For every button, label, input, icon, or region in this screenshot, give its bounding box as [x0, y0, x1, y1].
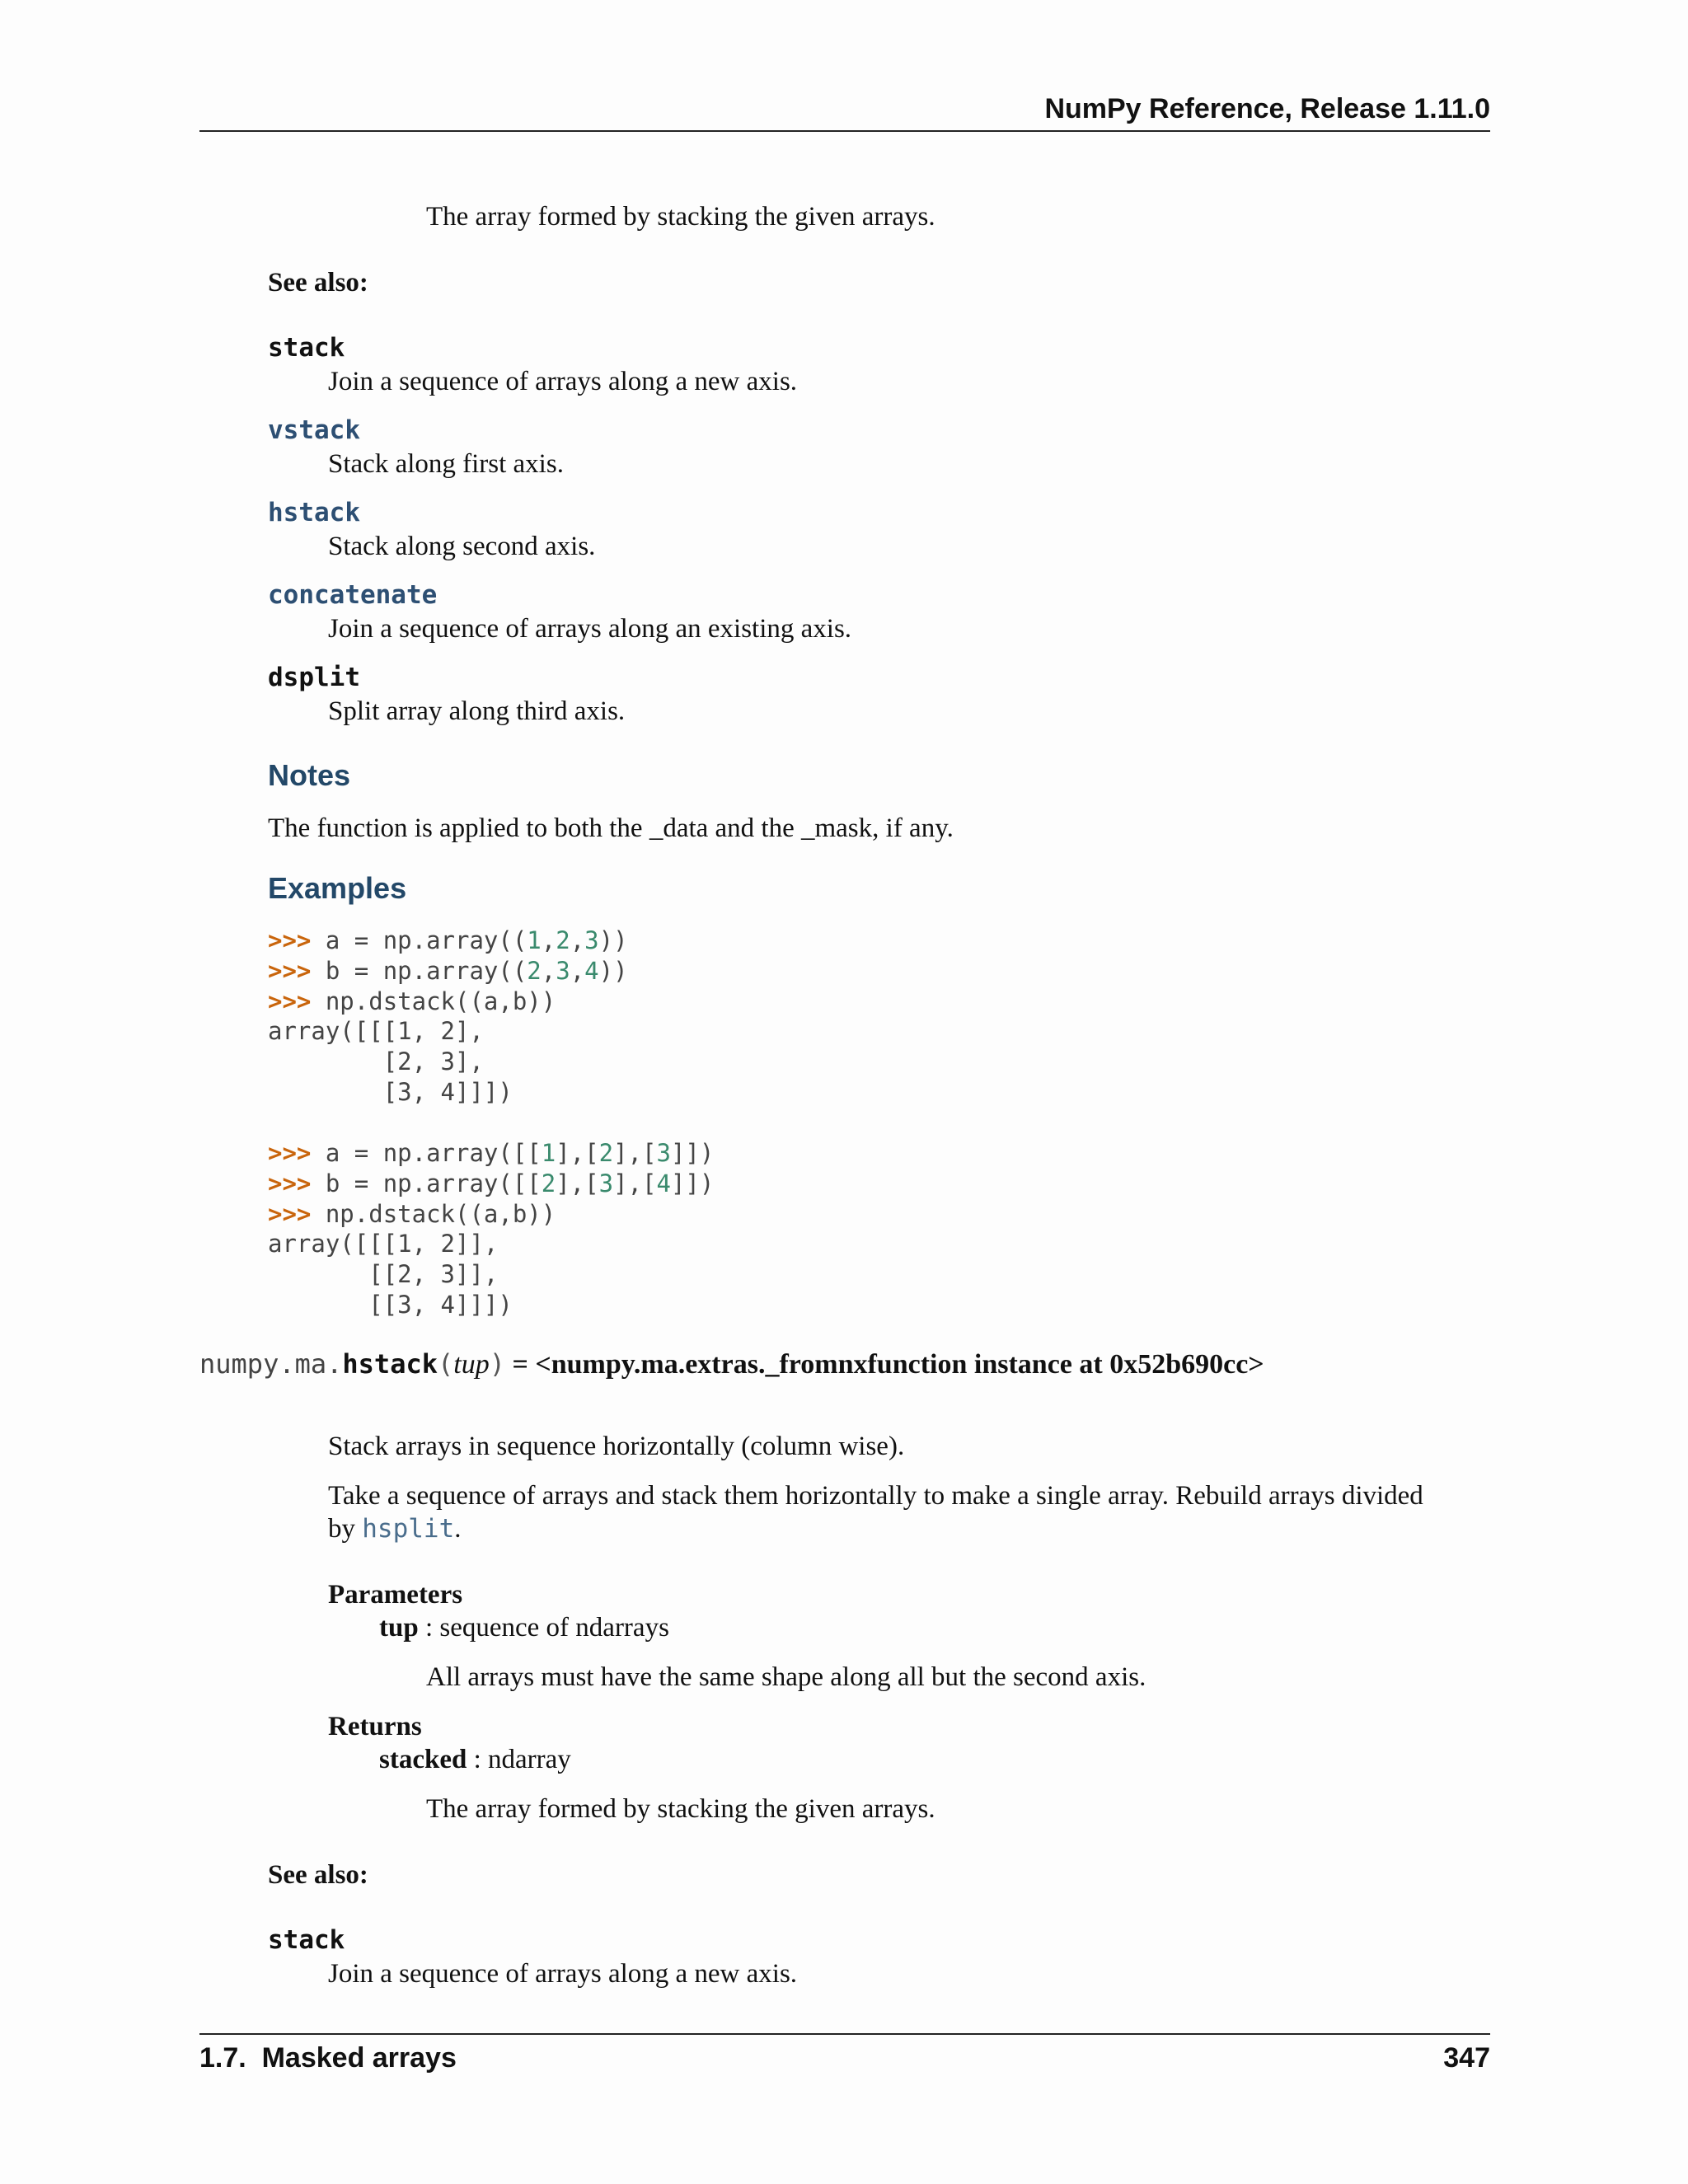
- see-also-concatenate-desc: Join a sequence of arrays along an existing axis.: [328, 614, 852, 644]
- hstack-summary: Stack arrays in sequence horizontally (column wise).: [328, 1432, 905, 1461]
- code-output-line: [3, 4]]]): [268, 1077, 513, 1106]
- signature-value: = <numpy.ma.extras._fromnxfunction instance at 0x52b690cc>: [504, 1349, 1264, 1380]
- see-also-heading-2: See also:: [268, 1860, 368, 1890]
- code-output-line: array([[[1, 2],: [268, 1017, 484, 1046]
- code-output-line: [[2, 3]],: [268, 1260, 499, 1289]
- see-also-vstack-desc: Stack along first axis.: [328, 449, 564, 479]
- code-output-line: array([[[1, 2]],: [268, 1230, 499, 1258]
- footer-rule: [199, 2033, 1490, 2035]
- see-also-stack-desc-2: Join a sequence of arrays along a new axis.: [328, 1959, 798, 1989]
- code-prompt: >>>: [268, 1139, 312, 1167]
- code-output-line: [2, 3],: [268, 1047, 484, 1076]
- code-prompt: >>>: [268, 987, 312, 1015]
- see-also-concatenate-link[interactable]: concatenate: [268, 580, 438, 610]
- hsplit-link[interactable]: hsplit: [362, 1514, 455, 1544]
- returns-label: Returns: [328, 1712, 422, 1741]
- return-type: : ndarray: [467, 1745, 571, 1774]
- see-also-stack-term: stack: [268, 333, 345, 363]
- see-also-vstack-link[interactable]: vstack: [268, 415, 360, 445]
- see-also-hstack-desc: Stack along second axis.: [328, 532, 596, 561]
- example-code-block-2: >>> a = np.array([[1],[2],[3]]) >>> b = np.array([[2],[3],[4]]) >>> np.dstack((a,b)) array([[[1, 2]], [[2, 3]], [[3, 4]]]): [268, 1139, 715, 1319]
- return-name: stacked: [379, 1745, 467, 1774]
- footer-page-number: 347: [1443, 2042, 1490, 2074]
- examples-heading: Examples: [268, 871, 407, 905]
- function-signature: numpy.ma.hstack(tup) = <numpy.ma.extras._fromnxfunction instance at 0x52b690cc>: [199, 1348, 1264, 1380]
- code-output-line: [[3, 4]]]): [268, 1290, 513, 1319]
- code-prompt: >>>: [268, 1199, 312, 1228]
- see-also-dsplit-term: dsplit: [268, 663, 360, 692]
- notes-text: The function is applied to both the _data and the _mask, if any.: [268, 813, 954, 843]
- parameters-label: Parameters: [328, 1580, 463, 1610]
- page-header-title: NumPy Reference, Release 1.11.0: [1044, 93, 1490, 124]
- param-name: tup: [379, 1613, 419, 1643]
- signature-function-name: hstack: [342, 1348, 438, 1380]
- returns-description: The array formed by stacking the given arrays.: [426, 202, 935, 232]
- notes-heading: Notes: [268, 758, 351, 792]
- param-description: All arrays must have the same shape along all but the second axis.: [426, 1662, 1146, 1692]
- example-code-block-1: >>> a = np.array((1,2,3)) >>> b = np.array((2,3,4)) >>> np.dstack((a,b)) array([[[1, 2], [2, 3], [3, 4]]]): [268, 926, 628, 1106]
- code-prompt: >>>: [268, 1169, 312, 1197]
- see-also-heading: See also:: [268, 268, 368, 298]
- return-stacked: [379, 1743, 571, 1776]
- param-tup: [379, 1611, 669, 1644]
- header-rule: [199, 130, 1490, 132]
- signature-argument: tup: [453, 1349, 490, 1380]
- return-description: The array formed by stacking the given arrays.: [426, 1794, 935, 1824]
- see-also-stack-desc: Join a sequence of arrays along a new axis.: [328, 367, 798, 396]
- code-prompt: >>>: [268, 956, 312, 985]
- signature-module: numpy.ma.: [199, 1348, 343, 1380]
- see-also-stack-term-2: stack: [268, 1925, 345, 1955]
- param-type: : sequence of ndarrays: [418, 1613, 669, 1643]
- see-also-hstack-link[interactable]: hstack: [268, 498, 360, 527]
- see-also-dsplit-desc: Split array along third axis.: [328, 696, 626, 726]
- hstack-description-line2: by hsplit.: [328, 1514, 462, 1544]
- footer-section-title: 1.7. Masked arrays: [199, 2042, 457, 2074]
- code-prompt: >>>: [268, 926, 312, 954]
- hstack-description-line1: Take a sequence of arrays and stack them horizontally to make a single array. Rebuild arrays divided: [328, 1481, 1423, 1511]
